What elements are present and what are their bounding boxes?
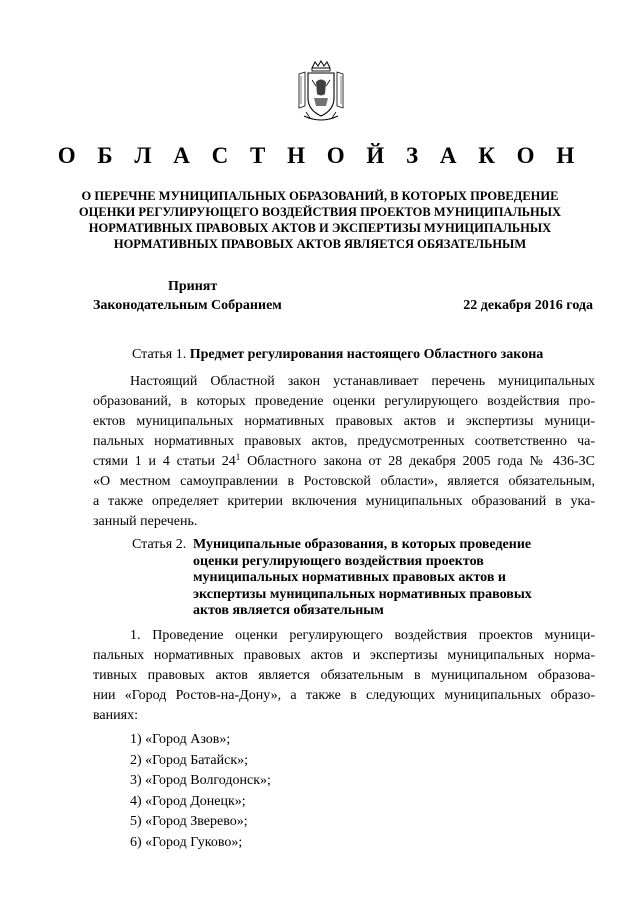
article-number: Статья 1.	[132, 347, 187, 362]
law-title-line: О ПЕРЕЧНЕ МУНИЦИПАЛЬНЫХ ОБРАЗОВАНИЙ, В КОТОРЫХ ПРОВЕДЕНИЕ	[81, 189, 559, 203]
text-line: пальных нормативных правовых актов и экспертизы муниципальных норма-	[93, 648, 595, 663]
text-line: образований, в которых проведение оценки регулирующего воздействия про-	[93, 394, 595, 409]
list-item: 2) «Город Батайск»;	[130, 752, 249, 768]
list-item: 4) «Город Донецк»;	[130, 793, 246, 809]
text-line	[93, 452, 595, 472]
text-line: нии «Город Ростов-на-Дону», а также в следующих муниципальных образо-	[93, 688, 595, 703]
article-title-line: Муниципальные образования, в которых проведение	[193, 537, 532, 552]
article-2-paragraph-1	[93, 626, 595, 726]
list-item: 1) «Город Азов»;	[130, 732, 231, 747]
text-line: «О местном самоуправлении в Ростовской области», является обязательным,	[93, 474, 595, 489]
rostov-oblast-coat-of-arms-icon	[296, 60, 346, 126]
list-item: 5) «Город Зверево»;	[130, 814, 248, 829]
superscript: 1	[235, 452, 241, 462]
article-title	[193, 537, 532, 620]
document-type: О Б Л А С Т Н О Й З А К О Н	[57, 143, 583, 168]
article-title-line: экспертизы муниципальных нормативных правовых	[193, 586, 532, 602]
law-title-line: НОРМАТИВНЫХ ПРАВОВЫХ АКТОВ И ЭКСПЕРТИЗЫ МУНИЦИПАЛЬНЫХ	[88, 221, 552, 235]
article-title-line: оценки регулирующего воздействия проектов	[193, 553, 484, 569]
text-line: а также определяет критерии включения муниципальных образований в ука-	[93, 494, 595, 509]
law-title-line: НОРМАТИВНЫХ ПРАВОВЫХ АКТОВ ЯВЛЯЕТСЯ ОБЯЗАТЕЛЬНЫМ	[113, 237, 527, 251]
text-line: ваниях:	[93, 708, 138, 723]
text-line: 1. Проведение оценки регулирующего воздействия проектов муници-	[130, 628, 595, 643]
text-segment: стями 1 и 4 статьи 24	[93, 454, 236, 469]
article-1-heading	[132, 346, 543, 363]
text-line: ектов муниципальных нормативных правовых актов и экспертизы муници-	[93, 414, 595, 429]
text-line: пальных нормативных правовых актов, предусмотренных соответственно ча-	[93, 434, 595, 449]
text-line: занный перечень.	[93, 514, 198, 529]
list-item: 6) «Город Гуково»;	[130, 834, 243, 850]
list-item: 3) «Город Волгодонск»;	[130, 773, 271, 788]
law-title-line: ОЦЕНКИ РЕГУЛИРУЮЩЕГО ВОЗДЕЙСТВИЯ ПРОЕКТОВ МУНИЦИПАЛЬНЫХ	[78, 205, 562, 219]
article-title-line: муниципальных нормативных правовых актов и	[193, 570, 506, 585]
text-line: тивных правовых актов является обязательным в муниципальном образова-	[93, 668, 595, 683]
adopted-date: 22 декабря 2016 года	[463, 298, 593, 313]
municipality-list	[130, 730, 271, 853]
article-title-line: актов является обязательным	[193, 603, 384, 618]
article-title: Предмет регулирования настоящего Областного закона	[189, 347, 544, 362]
text-segment: Областного закона от 28 декабря 2005 года № 436-ЗС	[240, 454, 595, 469]
article-1-text	[93, 372, 595, 532]
text-line: Настоящий Областной закон устанавливает перечень муниципальных	[130, 374, 595, 389]
adopted-by: Законодательным Собранием	[93, 298, 282, 313]
article-number: Статья 2.	[132, 537, 187, 552]
adopted-label: Принят	[168, 279, 218, 294]
law-title	[70, 188, 570, 252]
